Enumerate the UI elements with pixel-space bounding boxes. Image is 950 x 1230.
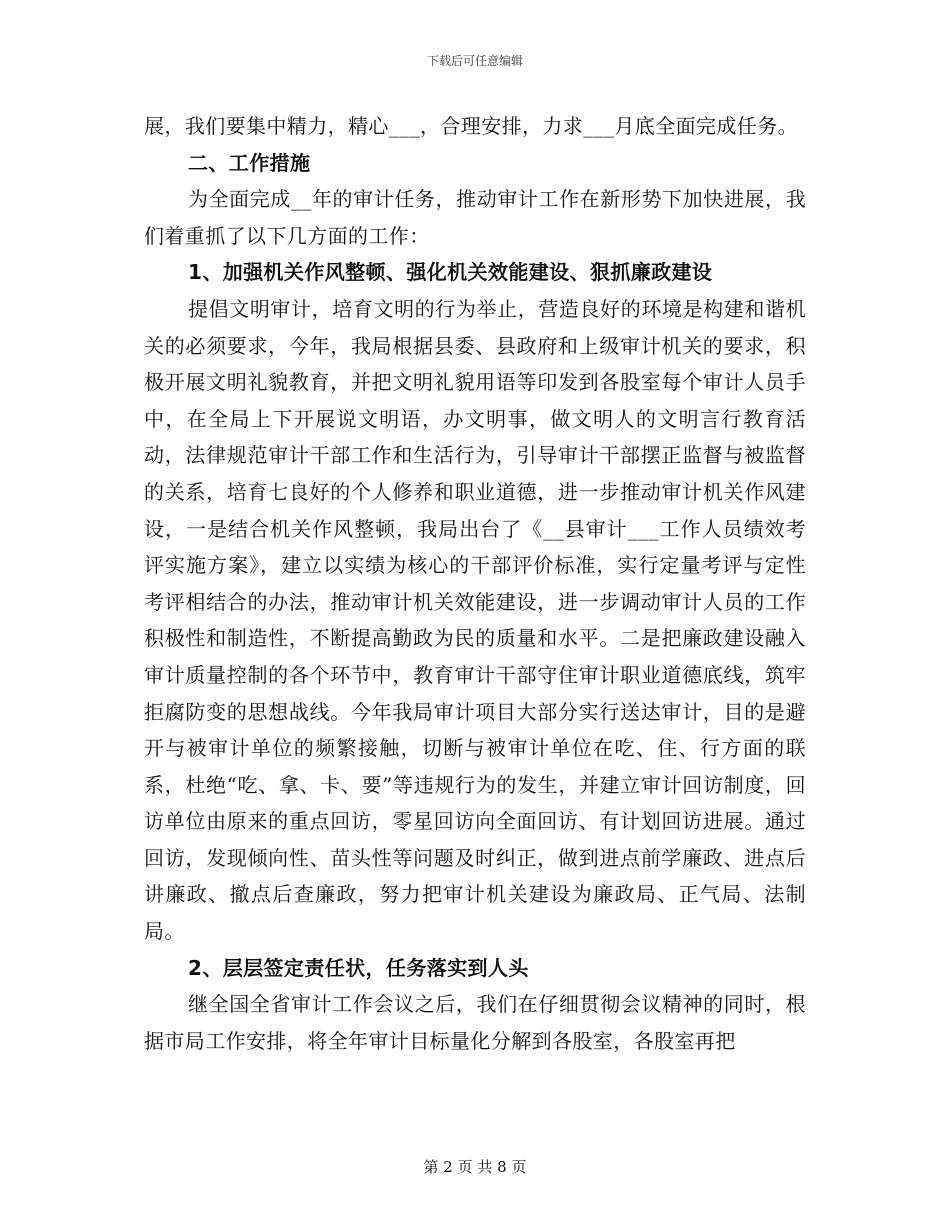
paragraph-continuation: 展，我们要集中精力，精心___，合理安排，力求___月底全面完成任务。 bbox=[144, 114, 798, 138]
item-1-paragraph: 提倡文明审计，培育文明的行为举止，营造良好的环境是构建和谐机关的必须要求，今年，我局根据县委、县政府和上级审计机关的要求，积极开展文明礼貌教育，并把文明礼貌用语等印发到各股室每个审计人员手中，在全局上下开展说文明语，办文明事，做文明人的文明言行教育活动，法律规范审计干部工作和生活行为，引导审计干部摆正监督与被监督的关系，培育七良好的个人修养和职业道德，进一步推动审计机关作风建设，一是结合机关作风整顿，我局出台了《__县审计___工作人员绩效考评实施方案》，建立以实绩为核心的干部评价标准，实行定量考评与定性考评相结合的办法，推动审计机关效能建设，进一步调动审计人员的工作积极性和制造性，不断提高勤政为民的质量和水平。二是把廉政建设融入审计质量控制的各个环节中，教育审计干部守住审计职业道德底线，筑牢拒腐防变的思想战线。今年我局审计项目大部分实行送达审计，目的是避开与被审计单位的频繁接触，切断与被审计单位在吃、住、行方面的联系，杜绝“吃、拿、卡、要”等违规行为的发生，并建立审计回访制度，回访单位由原来的重点回访，零星回访向全面回访、有计划回访进展。通过回访，发现倾向性、苗头性等问题及时纠正，做到进点前学廉政、进点后讲廉政、撤点后查廉政，努力把审计机关建设为廉政局、正气局、法制局。 bbox=[144, 296, 806, 944]
section-heading-work-measures: 二、工作措施 bbox=[188, 150, 311, 175]
item-2-paragraph: 继全国全省审计工作会议之后，我们在仔细贯彻会议精神的同时，根据市局工作安排，将全年审计目标量化分解到各股室，各股室再把 bbox=[144, 992, 806, 1053]
section-intro-paragraph: 为全面完成__年的审计任务，推动审计工作在新形势下加快进展，我们着重抓了以下几方面的工作： bbox=[144, 187, 806, 248]
item-1-heading: 1、加强机关作风整顿、强化机关效能建设、狠抓廉政建设 bbox=[188, 260, 713, 285]
document-body bbox=[144, 108, 806, 1059]
item-2-heading: 2、层层签定责任状，任务落实到人头 bbox=[188, 955, 529, 980]
header-note: 下载后可任意编辑 bbox=[426, 54, 523, 68]
page-number-indicator: 第 2 页 共 8 页 bbox=[423, 1158, 527, 1176]
